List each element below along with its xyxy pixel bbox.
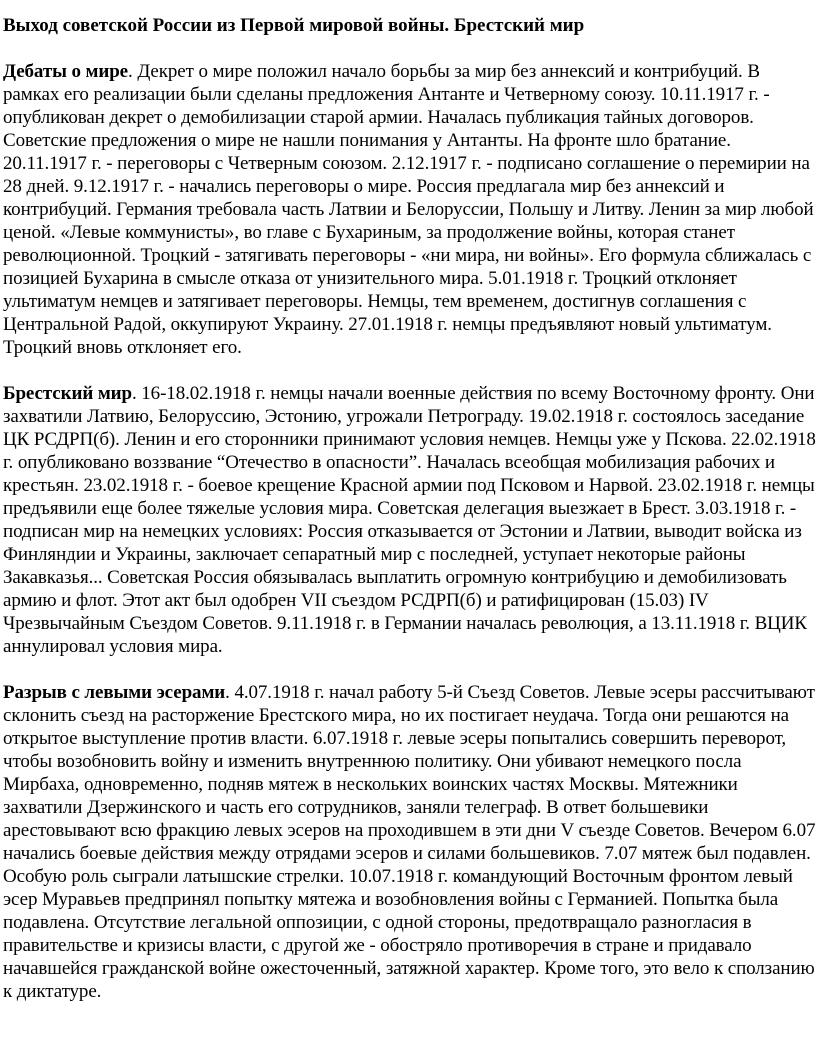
section-body: . Декрет о мире положил начало борьбы за мир без аннексий и контрибуций. В рамках его реализации были сделаны предложения Антанте и Четверному союзу. 10.11.1917 г. - опубликован декрет о демобилизации старой армии. Началась публикация тайных договоров. Советские предложения о мире не нашли понимания у Антанты. На фронте шло братание. 20.11.1917 г. - переговоры с Четверным союзом. 2.12.1917 г. - подписано соглашение о перемирии на 28 дней. 9.12.1917 г. - начались переговоры о мире. Россия предлагала мир без аннексий и контрибуций. Германия требовала часть Латвии и Белоруссии, Польшу и Литву. Ленин за мир любой ценой. «Левые коммунисты», во главе с Бухариным, за продолжение войны, которая станет революционной. Троцкий - затягивать переговоры - «ни мира, ни войны». Его формула сближалась с позицией Бухарина в смысле отказа от унизительного мира. 5.01.1918 г. Троцкий отклоняет ультиматум немцев и затягивает переговоры. Немцы, тем временем, достигнув соглашения с Центральной Радой, оккупируют Украину. 27.01.1918 г. немцы предъявляют новый ультиматум. Троцкий вновь отклоняет его. — [3, 61, 814, 358]
document-title: Выход советской России из Первой мировой войны. Брестский мир — [3, 15, 585, 36]
section-heading: Дебаты о мире — [3, 61, 129, 82]
section-peace-debates — [3, 60, 816, 359]
section-heading: Брестский мир — [3, 383, 132, 404]
section-break-with-left-sr — [3, 681, 816, 1003]
section-body: . 4.07.1918 г. начал работу 5-й Съезд Советов. Левые эсеры рассчитывают склонить съезд на расторжение Брестского мира, но их постигает неудача. Тогда они решаются на открытое выступление против власти. 6.07.1918 г. левые эсеры попытались совершить переворот, чтобы возобновить войну и изменить внутреннюю политику. Они убивают немецкого посла Мирбаха, одновременно, подняв мятеж в нескольких воинских частях Москвы. Мятежники захватили Дзержинского и часть его сотрудников, заняли телеграф. В ответ большевики арестовывают всю фракцию левых эсеров на проходившем в эти дни V съезде Советов. Вечером 6.07 начались боевые действия между отрядами эсеров и силами большевиков. 7.07 мятеж был подавлен. Особую роль сыграли латышские стрелки. 10.07.1918 г. командующий Восточным фронтом левый эсер Муравьев предпринял попытку мятежа и возобновления войны с Германией. Попытка была подавлена. Отсутствие легальной оппозиции, с одной стороны, предотвращало разногласия в правительстве и кризисы власти, с другой же - обостряло противоречия в стране и придавало начавшейся гражданской войне ожесточенный, затяжной характер. Кроме того, это вело к сползанию к диктатуре. — [3, 682, 816, 1002]
section-heading: Разрыв с левыми эсерами — [3, 682, 226, 703]
section-brest-peace — [3, 382, 816, 658]
section-body: . 16-18.02.1918 г. немцы начали военные действия по всему Восточному фронту. Они захватили Латвию, Белоруссию, Эстонию, угрожали Петрограду. 19.02.1918 г. состоялось заседание ЦК РСДРП(б). Ленин и его сторонники принимают условия немцев. Немцы уже у Пскова. 22.02.1918 г. опубликовано воззвание “Отечество в опасности”. Началась всеобщая мобилизация рабочих и крестьян. 23.02.1918 г. - боевое крещение Красной армии под Псковом и Нарвой. 23.02.1918 г. немцы предъявили еще более тяжелые условия мира. Советская делегация выезжает в Брест. 3.03.1918 г. - подписан мир на немецких условиях: Россия отказывается от Эстонии и Латвии, выводит войска из Финляндии и Украины, заключает сепаратный мир с последней, уступает некоторые районы Закавказья... Советская Россия обязывалась выплатить огромную контрибуцию и демобилизовать армию и флот. Этот акт был одобрен VII съездом РСДРП(б) и ратифицирован (15.03) IV Чрезвычайным Съездом Советов. 9.11.1918 г. в Германии началась революция, а 13.11.1918 г. ВЦИК аннулировал условия мира. — [3, 383, 816, 657]
